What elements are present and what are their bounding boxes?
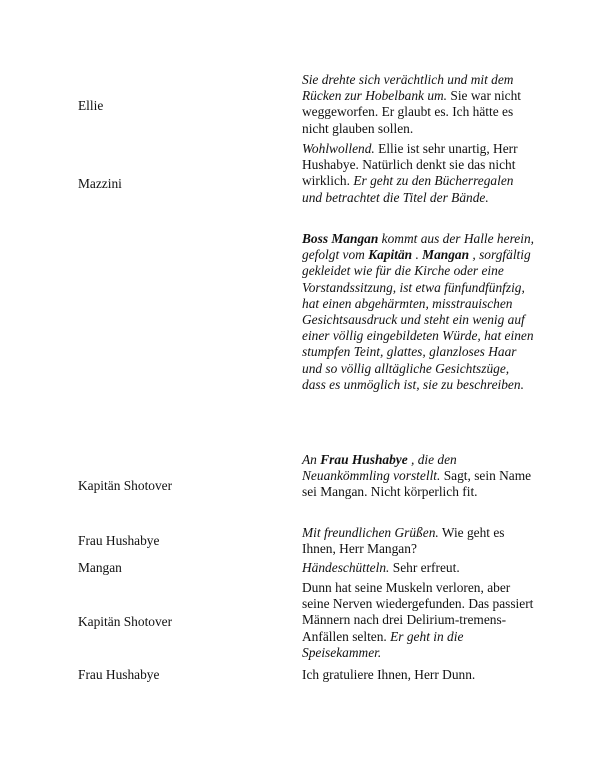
dialogue-text [302, 72, 534, 137]
dialogue-row [0, 452, 600, 520]
dialogue-row [0, 525, 600, 559]
spoken-line: Sagt, sein Name sei Mangan. Nicht körperlich fit. [302, 468, 532, 500]
dialogue-text [302, 560, 534, 576]
speaker-name: Kapitän Shotover [78, 614, 173, 629]
spoken-line: Ellie ist sehr unartig, Herr Hushabye. Natürlich denkt sie das nicht wirklich. [302, 141, 518, 189]
speaker-name: Frau Hushabye [78, 667, 160, 682]
stage-direction: , die den Neuankömmling vorstellt. [302, 452, 457, 484]
stage-direction: Sie drehte sich verächtlich und mit dem Rücken zur Hobelbank um. [302, 72, 514, 104]
dialogue-text [302, 667, 534, 683]
stage-direction: Mit freundlichen Grüßen. [302, 525, 439, 540]
dialogue-row [0, 667, 600, 685]
speaker-name: Kapitän Shotover [78, 478, 173, 493]
stage-direction: An [302, 452, 321, 467]
stage-direction: Er geht zu den Bücherregalen und betrachtet die Titel der Bände. [302, 173, 514, 205]
dialogue-row [0, 72, 600, 140]
stage-direction-row [0, 231, 600, 451]
dialogue-text [302, 141, 534, 206]
spoken-line: Ich gratuliere Ihnen, Herr Dunn. [302, 667, 476, 682]
spoken-line: Sie war nicht weggeworfen. Er glaubt es. Ich hätte es nicht glauben sollen. [302, 88, 522, 136]
dialogue-text [302, 452, 534, 501]
dialogue-text [302, 580, 534, 661]
spoken-line: Sehr erfreut. [389, 560, 460, 575]
stage-direction: Händeschütteln. [302, 560, 390, 575]
spoken-line: Wie geht es Ihnen, Herr Mangan? [302, 525, 505, 557]
character-name: Frau Hushabye [320, 452, 408, 467]
character-name: Mangan [422, 247, 470, 263]
speaker-name: Mazzini [78, 176, 122, 191]
speaker-name: Mangan [78, 560, 122, 575]
spoken-line: Dunn hat seine Muskeln verloren, aber seine Nerven wiedergefunden. Das passiert Männern nach drei Delirium-tremens-Anfällen selten. [302, 580, 534, 644]
dialogue-text [302, 231, 534, 393]
stage-direction: , sorgfältig gekleidet wie für die Kirche oder eine Vorstandssitzung, ist etwa fünfundfünfzig, hat einen abgehärmten, misstrauischen Gesichtsausdruck und steht ein wenig auf einer völlig eingebildeten Würde, hat einen stumpfen Teint, glattes, glanzloses Haar und so völlig alltägliche Gesichtszüge, dass es unmöglich ist, sie zu beschreiben. [302, 247, 534, 392]
dialogue-row [0, 580, 600, 665]
stage-direction: kommt aus der Halle herein, gefolgt vom [302, 231, 534, 263]
stage-direction: Wohlwollend. [302, 141, 375, 156]
character-name: Boss Mangan [302, 231, 379, 246]
dialogue-row [0, 141, 600, 226]
stage-direction: Er geht in die Speisekammer. [302, 628, 464, 660]
dialogue-row [0, 560, 600, 578]
speaker-name: Frau Hushabye [78, 533, 160, 548]
dialogue-text [302, 525, 534, 557]
speaker-name: Ellie [78, 98, 104, 113]
character-name: Kapitän [368, 247, 413, 263]
stage-direction: . [412, 247, 423, 263]
